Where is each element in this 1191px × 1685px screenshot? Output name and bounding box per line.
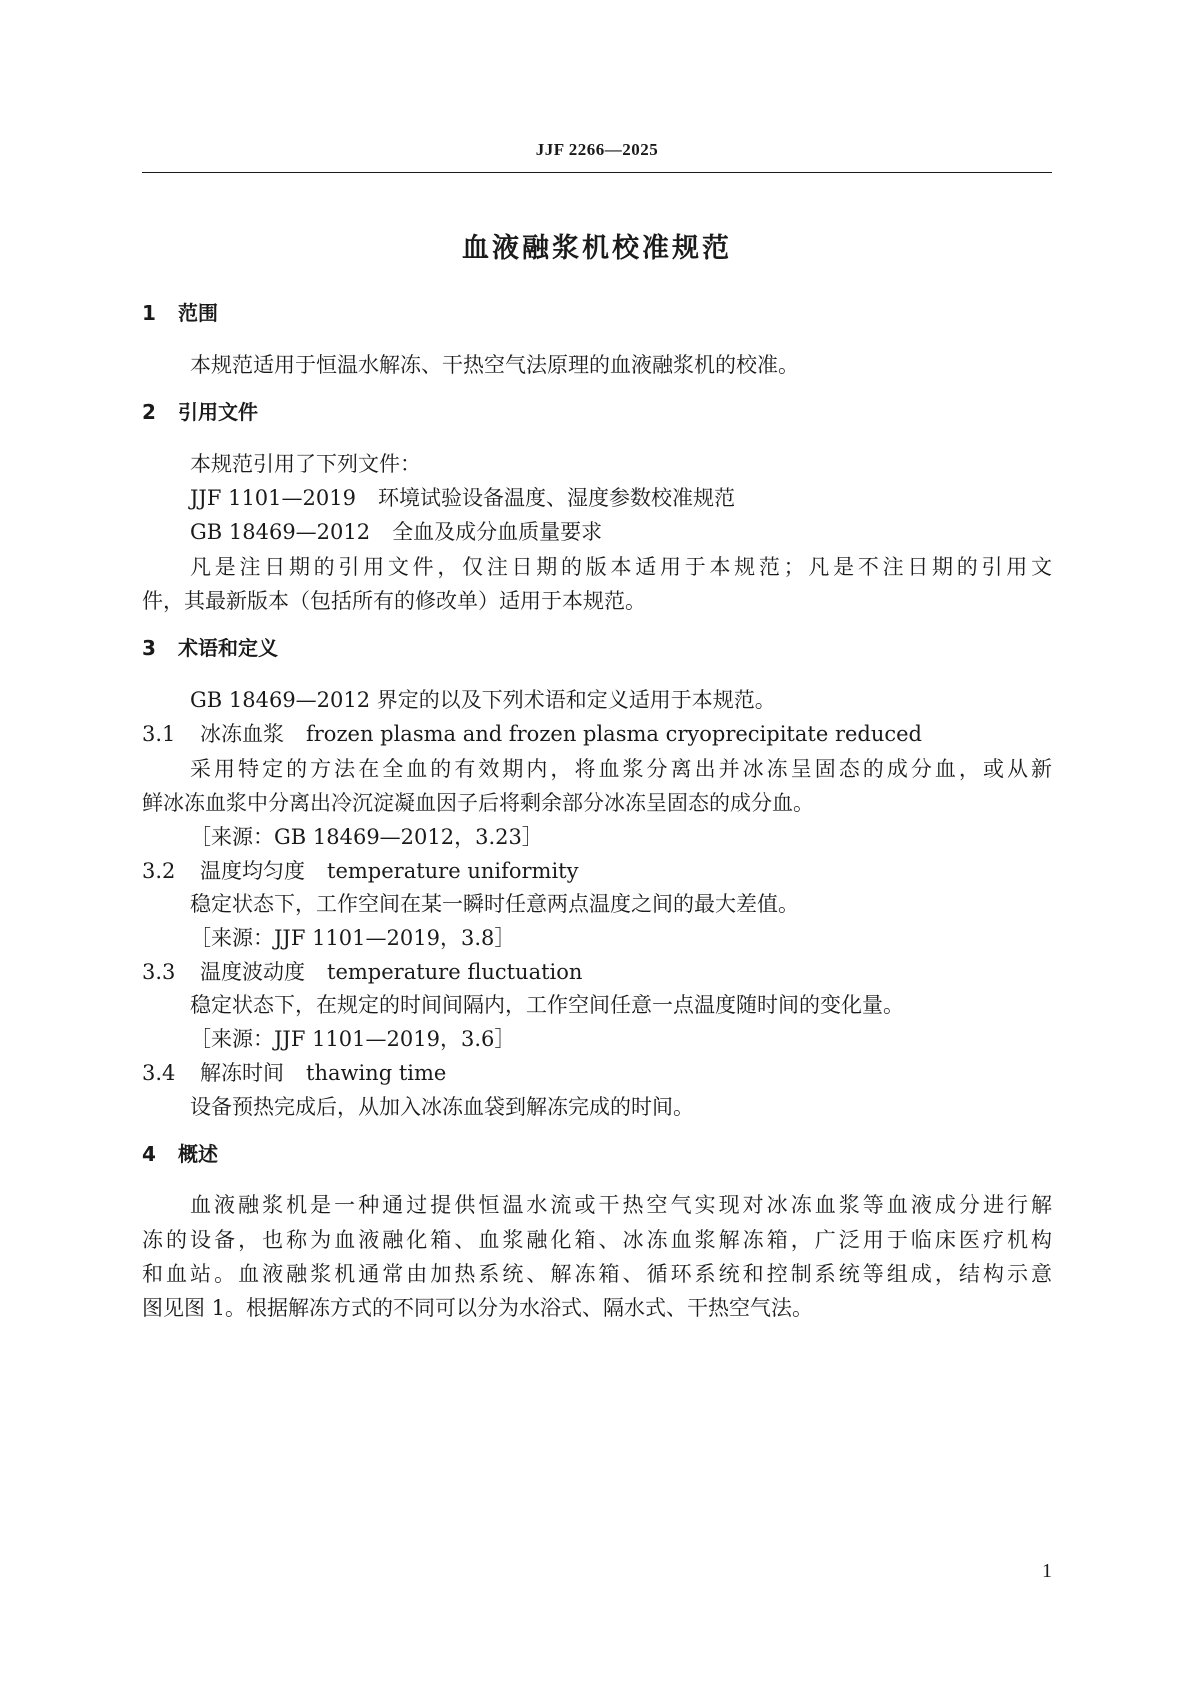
term-number: 3.4 [142,1061,176,1085]
term-chinese: 解冻时间 [200,1061,284,1085]
paragraph-line: 和血站。血液融浆机通常由加热系统、解冻箱、循环系统和控制系统等组成，结构示意 [142,1262,1052,1286]
term-english: thawing time [306,1061,447,1085]
document-title: 血液融浆机校准规范 [462,233,732,264]
reference-item [190,483,1052,513]
term-chinese: 冰冻血浆 [200,722,284,746]
term-entry [142,1058,1052,1088]
term-entry [142,856,1052,886]
section-title: 引用文件 [178,400,258,424]
paragraph: GB 18469—2012 界定的以及下列术语和定义适用于本规范。 [190,688,776,712]
reference-code: GB 18469—2012 [190,520,371,544]
term-chinese: 温度均匀度 [200,859,305,883]
section-title: 概述 [178,1142,218,1166]
paragraph-line: 图见图 1。根据解冻方式的不同可以分为水浴式、隔水式、干热空气法。 [142,1296,814,1320]
paragraph: 本规范引用了下列文件： [190,452,421,476]
term-source: ［来源：GB 18469—2012，3.23］ [190,825,543,849]
section-heading-scope [142,298,1052,328]
paragraph-line: 件，其最新版本（包括所有的修改单）适用于本规范。 [142,589,646,613]
term-definition-line: 鲜冰冻血浆中分离出冷沉淀凝血因子后将剩余部分冰冻呈固态的成分血。 [142,791,814,815]
section-heading-overview [142,1139,1052,1169]
term-source: ［来源：JJF 1101—2019，3.6］ [190,1027,516,1051]
reference-title: 环境试验设备温度、湿度参数校准规范 [377,486,735,510]
reference-item [190,517,1052,547]
section-heading-terms [142,633,1052,663]
term-definition-line: 采用特定的方法在全血的有效期内，将血浆分离出并冰冻呈固态的成分血，或从新 [190,757,1052,781]
section-number: 2 [142,400,156,424]
page-number: 1 [1042,1560,1052,1582]
term-english: temperature uniformity [327,859,579,883]
term-number: 3.2 [142,859,176,883]
section-number: 1 [142,301,156,325]
term-chinese: 温度波动度 [200,960,305,984]
term-definition-line: 设备预热完成后，从加入冰冻血袋到解冻完成的时间。 [190,1095,694,1119]
term-english: frozen plasma and frozen plasma cryoprecipitate reduced [306,722,923,746]
section-number: 3 [142,636,156,660]
paragraph-line: 血液融浆机是一种通过提供恒温水流或干热空气实现对冰冻血浆等血液成分进行解 [190,1193,1052,1217]
section-heading-references [142,397,1052,427]
term-source: ［来源：JJF 1101—2019，3.8］ [190,926,516,950]
paragraph-line: 冻的设备，也称为血液融化箱、血浆融化箱、冰冻血浆解冻箱，广泛用于临床医疗机构 [142,1228,1052,1252]
section-number: 4 [142,1142,156,1166]
term-definition-line: 稳定状态下，工作空间在某一瞬时任意两点温度之间的最大差值。 [190,892,799,916]
reference-code: JJF 1101—2019 [190,486,356,510]
paragraph: 本规范适用于恒温水解冻、干热空气法原理的血液融浆机的校准。 [190,353,799,377]
term-definition-line: 稳定状态下，在规定的时间间隔内，工作空间任意一点温度随时间的变化量。 [190,993,904,1017]
section-title: 术语和定义 [178,636,278,660]
paragraph-line: 凡是注日期的引用文件，仅注日期的版本适用于本规范；凡是不注日期的引用文 [190,555,1052,579]
section-title: 范围 [178,301,218,325]
term-entry [142,719,1052,749]
term-number: 3.1 [142,722,176,746]
term-entry [142,957,1052,987]
header-rule [142,172,1052,173]
term-number: 3.3 [142,960,176,984]
reference-title: 全血及成分血质量要求 [392,520,603,544]
running-header: JJF 2266—2025 [535,140,659,159]
term-english: temperature fluctuation [327,960,583,984]
